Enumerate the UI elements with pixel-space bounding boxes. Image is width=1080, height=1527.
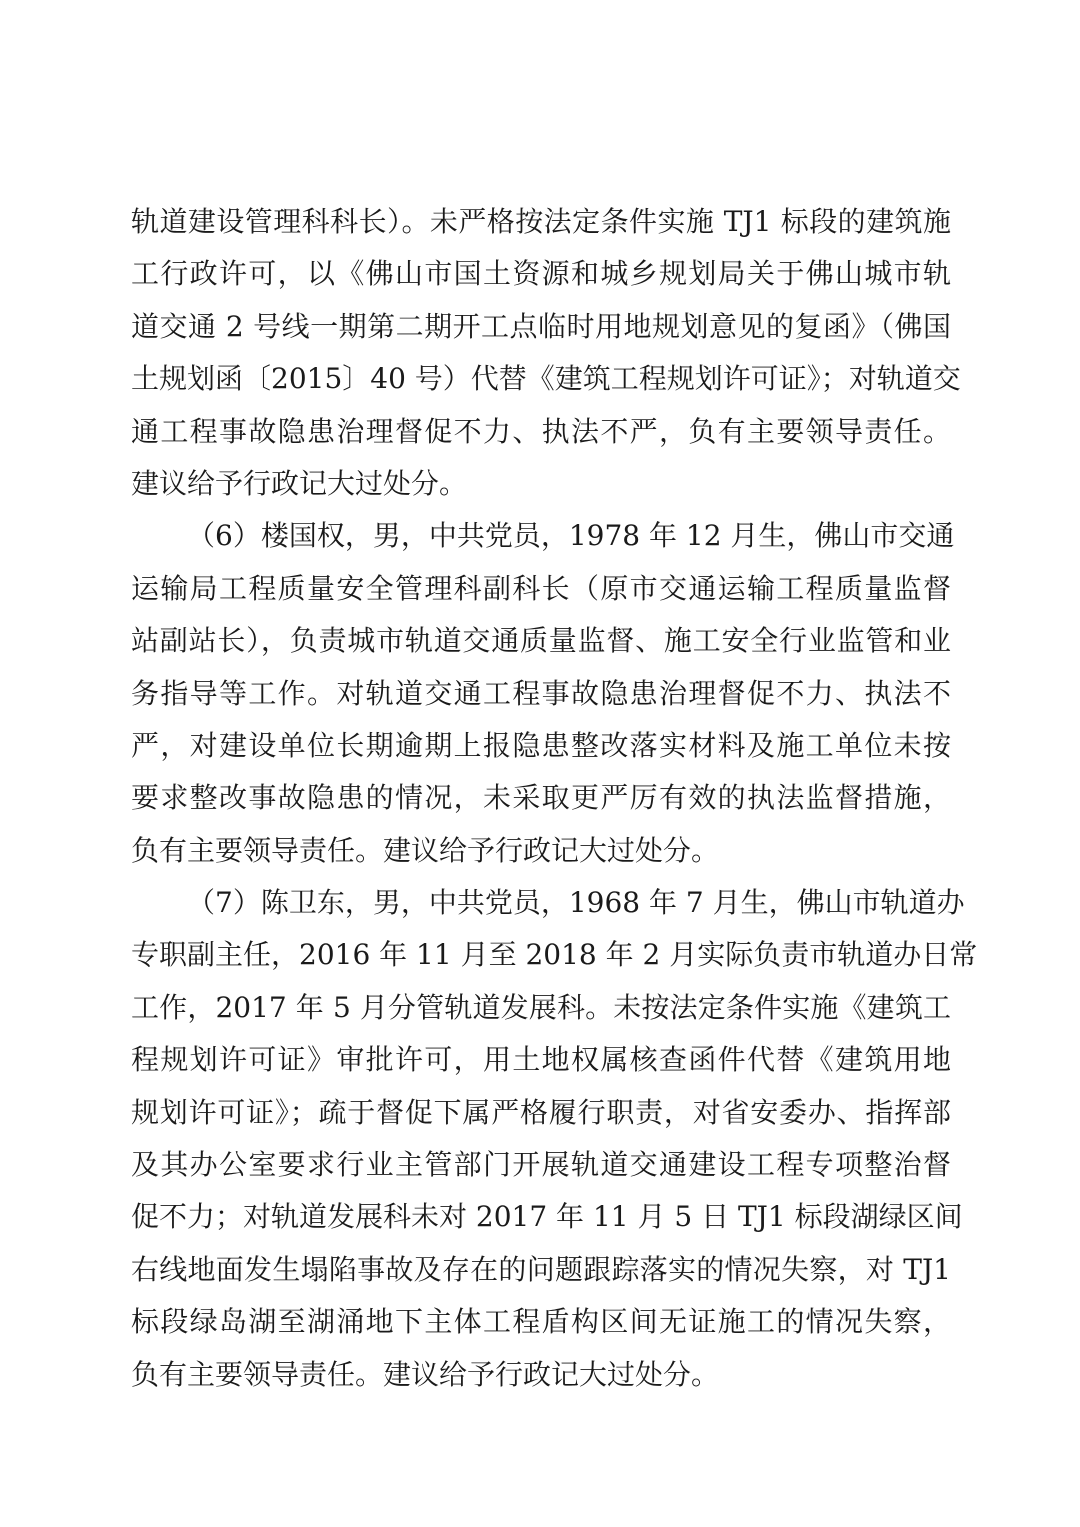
paragraph-continued: [131, 196, 961, 510]
text-line: 站副站长），负责城市轨道交通质量监督、施工安全行业监管和业: [131, 624, 951, 658]
text-line: 右线地面发生塌陷事故及存在的问题跟踪落实的情况失察，对 TJ1: [131, 1252, 951, 1286]
text-line: 负有主要领导责任。建议给予行政记大过处分。: [131, 833, 720, 867]
text-line: 土规划函〔2015〕40 号）代替《建筑工程规划许可证》；对轨道交: [131, 362, 961, 396]
text-line: 专职副主任，2016 年 11 月至 2018 年 2 月实际负责市轨道办日常: [131, 938, 978, 972]
text-line: 建议给予行政记大过处分。: [131, 466, 468, 500]
document-body: [131, 196, 978, 1401]
paragraph-item-6: [131, 510, 955, 877]
text-line: 务指导等工作。对轨道交通工程事故隐患治理督促不力、执法不: [131, 676, 951, 710]
paragraph-item-7: [131, 877, 978, 1401]
text-line: 及其办公室要求行业主管部门开展轨道交通建设工程专项整治督: [131, 1148, 951, 1182]
text-line: （7）陈卫东，男，中共党员，1968 年 7 月生，佛山市轨道办: [187, 886, 965, 920]
text-line: 通工程事故隐患治理督促不力、执法不严，负有主要领导责任。: [131, 414, 951, 448]
text-line: 工作，2017 年 5 月分管轨道发展科。未按法定条件实施《建筑工: [131, 990, 951, 1024]
text-line: 程规划许可证》审批许可，用土地权属核查函件代替《建筑用地: [131, 1043, 951, 1077]
text-line: 运输局工程质量安全管理科副科长（原市交通运输工程质量监督: [131, 571, 951, 605]
text-line: 负有主要领导责任。建议给予行政记大过处分。: [131, 1357, 720, 1391]
text-line: 轨道建设管理科科长）。未严格按法定条件实施 TJ1 标段的建筑施: [131, 205, 951, 238]
text-line: 促不力；对轨道发展科未对 2017 年 11 月 5 日 TJ1 标段湖绿区间: [131, 1200, 963, 1234]
text-line: 要求整改事故隐患的情况，未采取更严厉有效的执法监督措施，: [131, 781, 951, 815]
text-line: 规划许可证》；疏于督促下属严格履行职责，对省安委办、指挥部: [131, 1095, 951, 1129]
text-line: 标段绿岛湖至湖涌地下主体工程盾构区间无证施工的情况失察，: [131, 1305, 951, 1339]
text-line: 工行政许可，以《佛山市国土资源和城乡规划局关于佛山城市轨: [131, 257, 951, 291]
text-line: 严，对建设单位长期逾期上报隐患整改落实材料及施工单位未按: [131, 728, 951, 762]
text-line: 道交通 2 号线一期第二期开工点临时用地规划意见的复函》（佛国: [131, 309, 951, 343]
text-line: （6）楼国权，男，中共党员，1978 年 12 月生，佛山市交通: [187, 519, 955, 553]
